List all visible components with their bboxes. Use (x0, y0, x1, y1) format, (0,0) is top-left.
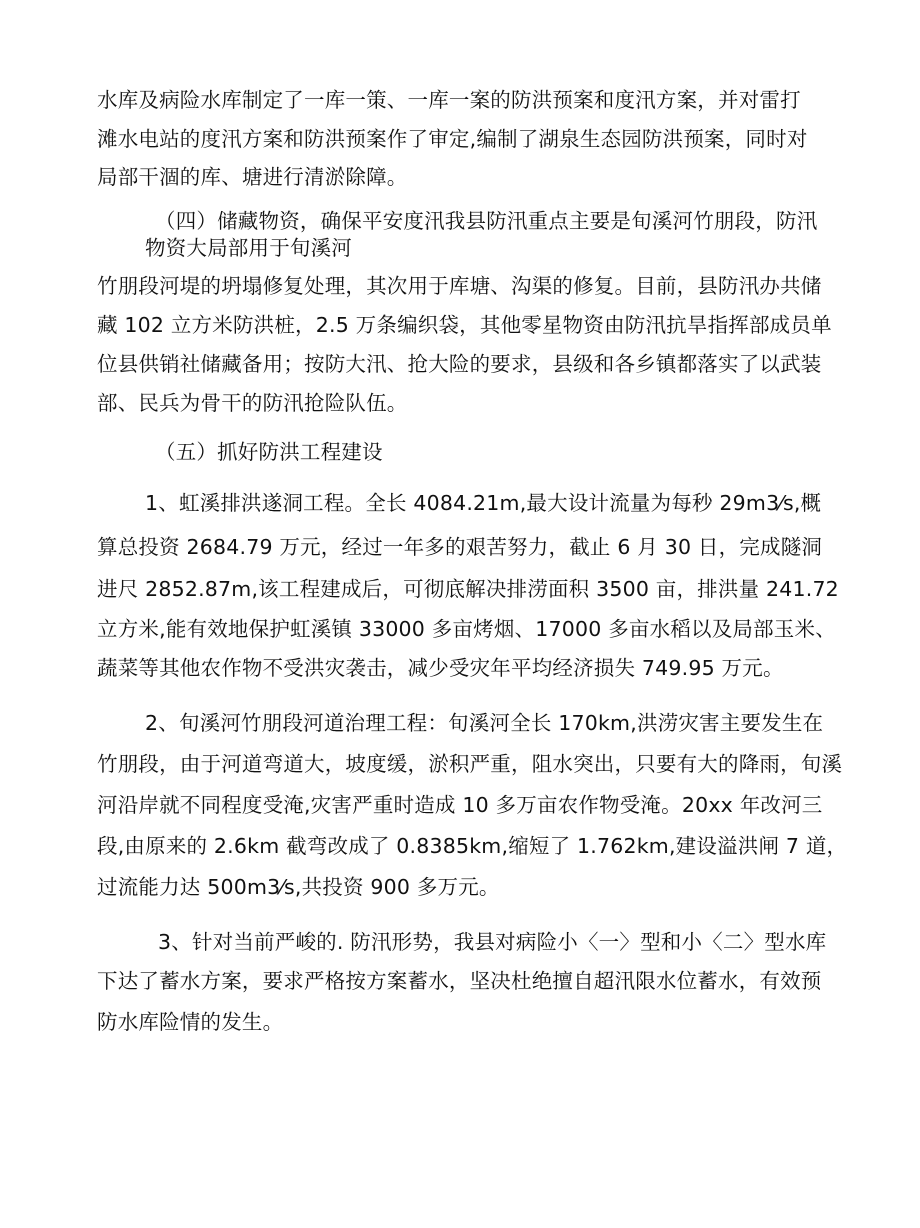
text-line: 立方米,能有效地保护虹溪镇 33000 多亩烤烟、17000 多亩水稻以及局部玉米、 (97, 617, 836, 641)
text-line: 蔬菜等其他农作物不受洪灾袭击，减少受灾年平均经济损失 749.95 万元。 (97, 656, 784, 680)
section-heading-continued: 物资大局部用于旬溪河 (145, 236, 352, 260)
text-line: 部、民兵为骨干的防汛抢险队伍。 (97, 391, 408, 415)
text-line: 段,由原来的 2.6km 截弯改成了 0.8385km,缩短了 1.762km,建设溢洪闸 7 道， (97, 834, 848, 858)
text-line: 河沿岸就不同程度受淹,灾害严重时造成 10 多万亩农作物受淹。20xx 年改河三 (97, 793, 823, 817)
text-line: 进尺 2852.87m,该工程建成后，可彻底解决排涝面积 3500 亩，排洪量 241.72 (97, 577, 839, 601)
text-line: 水库及病险水库制定了一库一策、一库一案的防洪预案和度汛方案，并对雷打 (97, 88, 801, 112)
text-line: 3、针对当前严峻的. 防汛形势，我县对病险小〈一〉型和小〈二〉型水库 (158, 930, 827, 954)
text-line: 竹朋段河堤的坍塌修复处理，其次用于库塘、沟渠的修复。目前，县防汛办共储 (97, 274, 822, 298)
text-line: 防水库险情的发生。 (97, 1010, 284, 1034)
section-heading: （五）抓好防洪工程建设 (155, 440, 383, 464)
text-line: 竹朋段，由于河道弯道大，坡度缓，淤积严重，阻水突出，只要有大的降雨，旬溪 (97, 752, 843, 776)
text-line: 1、虹溪排洪遂洞工程。全长 4084.21m,最大设计流量为每秒 29m3⁄s,概 (145, 491, 822, 515)
text-line: 2、旬溪河竹朋段河道治理工程：旬溪河全长 170km,洪涝灾害主要发生在 (145, 711, 824, 735)
section-heading: （四）储藏物资，确保平安度汛我县防汛重点主要是旬溪河竹朋段，防汛 (155, 209, 818, 233)
text-line: 位县供销社储藏备用；按防大汛、抢大险的要求，县级和各乡镇都落实了以武装 (97, 352, 822, 376)
text-line: 算总投资 2684.79 万元，经过一年多的艰苦努力，截止 6 月 30 日，完成隧洞 (97, 535, 823, 559)
text-line: 藏 102 立方米防洪桩，2.5 万条编织袋，其他零星物资由防汛抗旱指挥部成员单 (97, 313, 832, 337)
text-line: 下达了蓄水方案，要求严格按方案蓄水，坚决杜绝擅自超汛限水位蓄水，有效预 (97, 969, 822, 993)
text-line: 局部干涸的库、塘进行清淤除障。 (97, 165, 408, 189)
text-line: 滩水电站的度汛方案和防洪预案作了审定,编制了湖泉生态园防洪预案，同时对 (97, 127, 808, 151)
text-line: 过流能力达 500m3⁄s,共投资 900 多万元。 (97, 875, 500, 899)
